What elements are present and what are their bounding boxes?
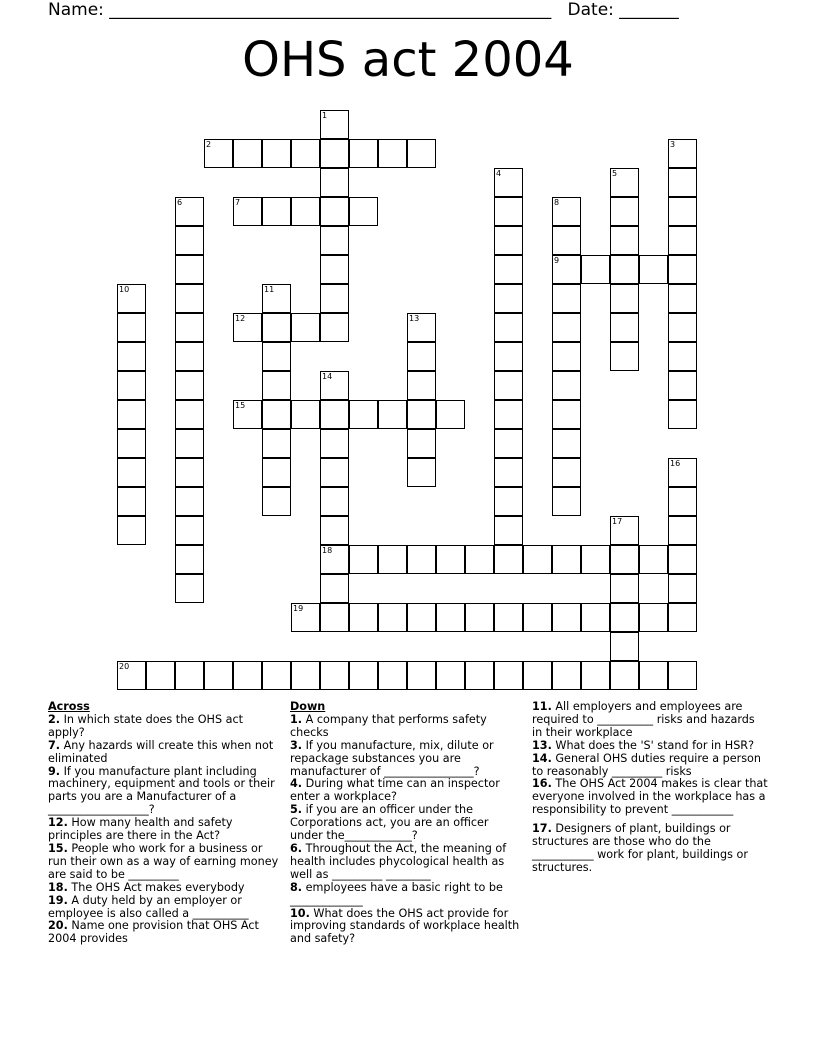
grid-cell[interactable] xyxy=(320,661,349,690)
grid-cell[interactable] xyxy=(494,168,523,197)
grid-cell[interactable] xyxy=(610,284,639,313)
grid-cell[interactable] xyxy=(494,429,523,458)
grid-cell[interactable] xyxy=(494,603,523,632)
cell-number: 14 xyxy=(322,372,333,381)
grid-cell[interactable] xyxy=(175,197,204,226)
grid-cell[interactable] xyxy=(552,603,581,632)
grid-cell[interactable] xyxy=(320,429,349,458)
grid-cell[interactable] xyxy=(349,139,378,168)
grid-cell[interactable] xyxy=(320,139,349,168)
grid-cell[interactable] xyxy=(262,400,291,429)
grid-cell[interactable] xyxy=(407,342,436,371)
clue-across-19: 19. A duty held by an employer or employee is also called a __________ xyxy=(48,893,249,920)
grid-cell[interactable] xyxy=(436,400,465,429)
grid-cell[interactable] xyxy=(175,545,204,574)
cell-number: 7 xyxy=(235,198,241,207)
cell-number: 10 xyxy=(119,285,130,294)
grid-cell[interactable] xyxy=(175,400,204,429)
grid-cell[interactable] xyxy=(552,226,581,255)
clue-down-1: 1. A company that performs safety checks xyxy=(290,712,487,739)
grid-cell[interactable] xyxy=(494,371,523,400)
grid-cell[interactable] xyxy=(175,574,204,603)
grid-cell[interactable] xyxy=(494,342,523,371)
cell-number: 15 xyxy=(235,401,246,410)
grid-cell[interactable] xyxy=(668,400,697,429)
across-heading: Across xyxy=(48,700,90,713)
clue-across-20: 20. Name one provision that OHS Act 2004 provides xyxy=(48,919,259,946)
cell-number: 18 xyxy=(322,546,333,555)
grid-cell[interactable] xyxy=(581,255,610,284)
grid-cell[interactable] xyxy=(320,400,349,429)
grid-cell[interactable] xyxy=(552,661,581,690)
clues-down-column-2 xyxy=(532,701,768,875)
grid-cell[interactable] xyxy=(668,574,697,603)
grid-cell[interactable] xyxy=(175,226,204,255)
grid-cell[interactable] xyxy=(407,429,436,458)
clue-down-16: 16. The OHS Act 2004 makes is clear that everyone involved in the workplace has a responsibility to prevent ___________ xyxy=(532,777,768,817)
grid-cell[interactable] xyxy=(349,400,378,429)
cell-number: 3 xyxy=(670,140,676,149)
grid-cell[interactable] xyxy=(175,313,204,342)
grid-cell[interactable] xyxy=(233,661,262,690)
grid-cell[interactable] xyxy=(233,139,262,168)
grid-cell[interactable] xyxy=(320,516,349,545)
grid-cell[interactable] xyxy=(320,226,349,255)
clue-across-2: 2. In which state does the OHS act apply? xyxy=(48,712,243,739)
grid-cell[interactable] xyxy=(233,313,262,342)
grid-cell[interactable] xyxy=(407,139,436,168)
grid-cell[interactable] xyxy=(320,574,349,603)
grid-cell[interactable] xyxy=(407,400,436,429)
grid-cell[interactable] xyxy=(581,661,610,690)
grid-cell[interactable] xyxy=(494,487,523,516)
grid-cell[interactable] xyxy=(175,342,204,371)
grid-cell[interactable] xyxy=(639,255,668,284)
grid-cell[interactable] xyxy=(349,545,378,574)
grid-cell[interactable] xyxy=(146,661,175,690)
grid-cell[interactable] xyxy=(291,661,320,690)
grid-cell[interactable] xyxy=(552,371,581,400)
grid-cell[interactable] xyxy=(610,632,639,661)
grid-cell[interactable] xyxy=(581,545,610,574)
grid-cell[interactable] xyxy=(668,487,697,516)
grid-cell[interactable] xyxy=(465,661,494,690)
grid-cell[interactable] xyxy=(320,110,349,139)
grid-cell[interactable] xyxy=(117,458,146,487)
grid-cell[interactable] xyxy=(349,661,378,690)
grid-cell[interactable] xyxy=(320,603,349,632)
cell-number: 20 xyxy=(119,662,130,671)
clue-down-4: 4. During what time can an inspector enter a workplace? xyxy=(290,777,500,804)
grid-cell[interactable] xyxy=(552,545,581,574)
page-title: OHS act 2004 xyxy=(242,32,574,88)
grid-cell[interactable] xyxy=(320,255,349,284)
grid-cell[interactable] xyxy=(175,458,204,487)
grid-cell[interactable] xyxy=(378,545,407,574)
grid-cell[interactable] xyxy=(175,429,204,458)
cell-number: 1 xyxy=(322,111,328,120)
grid-cell[interactable] xyxy=(668,139,697,168)
cell-number: 12 xyxy=(235,314,246,323)
grid-cell[interactable] xyxy=(233,400,262,429)
grid-cell[interactable] xyxy=(668,284,697,313)
grid-cell[interactable] xyxy=(494,197,523,226)
grid-cell[interactable] xyxy=(262,197,291,226)
grid-cell[interactable] xyxy=(610,574,639,603)
grid-cell[interactable] xyxy=(494,458,523,487)
grid-cell[interactable] xyxy=(407,661,436,690)
grid-cell[interactable] xyxy=(436,545,465,574)
grid-cell[interactable] xyxy=(291,313,320,342)
clue-across-9: 9. If you manufacture plant including machinery, equipment and tools or their parts you are a Manufacturer of a __________________? xyxy=(48,764,275,817)
grid-cell[interactable] xyxy=(291,400,320,429)
down-heading: Down xyxy=(290,700,326,713)
grid-cell[interactable] xyxy=(494,255,523,284)
grid-cell[interactable] xyxy=(523,661,552,690)
grid-cell[interactable] xyxy=(668,661,697,690)
grid-cell[interactable] xyxy=(668,458,697,487)
grid-cell[interactable] xyxy=(320,371,349,400)
cell-number: 11 xyxy=(264,285,275,294)
grid-cell[interactable] xyxy=(320,545,349,574)
grid-cell[interactable] xyxy=(494,226,523,255)
grid-cell[interactable] xyxy=(407,603,436,632)
grid-cell[interactable] xyxy=(407,545,436,574)
grid-cell[interactable] xyxy=(552,458,581,487)
cell-number: 13 xyxy=(409,314,420,323)
grid-cell[interactable] xyxy=(320,313,349,342)
grid-cell[interactable] xyxy=(668,516,697,545)
grid-cell[interactable] xyxy=(523,545,552,574)
grid-cell[interactable] xyxy=(610,313,639,342)
grid-cell[interactable] xyxy=(320,284,349,313)
grid-cell[interactable] xyxy=(610,255,639,284)
grid-cell[interactable] xyxy=(175,487,204,516)
grid-cell[interactable] xyxy=(552,255,581,284)
grid-cell[interactable] xyxy=(581,603,610,632)
grid-cell[interactable] xyxy=(117,429,146,458)
cell-number: 17 xyxy=(612,517,623,526)
grid-cell[interactable] xyxy=(552,284,581,313)
grid-cell[interactable] xyxy=(262,371,291,400)
grid-cell[interactable] xyxy=(117,661,146,690)
grid-cell[interactable] xyxy=(552,400,581,429)
grid-cell[interactable] xyxy=(668,371,697,400)
grid-cell[interactable] xyxy=(320,168,349,197)
grid-cell[interactable] xyxy=(668,603,697,632)
grid-cell[interactable] xyxy=(262,487,291,516)
clue-across-18: 18. The OHS Act makes everybody xyxy=(48,880,245,894)
clue-down-13: 13. What does the 'S' stand for in HSR? xyxy=(532,738,755,752)
grid-cell[interactable] xyxy=(349,197,378,226)
grid-cell[interactable] xyxy=(175,516,204,545)
cell-number: 2 xyxy=(206,140,212,149)
grid-cell[interactable] xyxy=(610,226,639,255)
clues-across-column xyxy=(48,701,280,946)
grid-cell[interactable] xyxy=(436,661,465,690)
grid-cell[interactable] xyxy=(262,284,291,313)
cell-number: 19 xyxy=(293,604,304,613)
grid-cell[interactable] xyxy=(349,603,378,632)
grid-cell[interactable] xyxy=(117,342,146,371)
grid-cell[interactable] xyxy=(175,255,204,284)
cell-number: 8 xyxy=(554,198,560,207)
clue-down-8: 8. employees have a basic right to be _____________ xyxy=(290,880,503,907)
grid-cell[interactable] xyxy=(610,516,639,545)
grid-cell[interactable] xyxy=(262,661,291,690)
grid-cell[interactable] xyxy=(175,661,204,690)
grid-cell[interactable] xyxy=(233,197,262,226)
grid-cell[interactable] xyxy=(668,255,697,284)
grid-cell[interactable] xyxy=(407,458,436,487)
grid-cell[interactable] xyxy=(117,487,146,516)
grid-cell[interactable] xyxy=(378,603,407,632)
clues-down-column xyxy=(290,701,522,946)
clue-down-14: 14. General OHS duties require a person to reasonably _________ risks xyxy=(532,751,761,778)
grid-cell[interactable] xyxy=(175,284,204,313)
grid-cell[interactable] xyxy=(610,342,639,371)
grid-cell[interactable] xyxy=(117,400,146,429)
grid-cell[interactable] xyxy=(610,197,639,226)
grid-cell[interactable] xyxy=(117,313,146,342)
clue-down-11: 11. All employers and employees are required to __________ risks and hazards in their workplace xyxy=(532,700,755,739)
grid-cell[interactable] xyxy=(668,197,697,226)
grid-cell[interactable] xyxy=(610,661,639,690)
clue-down-6: 6. Throughout the Act, the meaning of health includes phycological health as well as _________ ________ xyxy=(290,841,507,881)
grid-cell[interactable] xyxy=(523,603,552,632)
grid-cell[interactable] xyxy=(320,487,349,516)
grid-cell[interactable] xyxy=(668,313,697,342)
grid-cell[interactable] xyxy=(117,516,146,545)
grid-cell[interactable] xyxy=(204,139,233,168)
grid-cell[interactable] xyxy=(639,661,668,690)
grid-cell[interactable] xyxy=(378,400,407,429)
grid-cell[interactable] xyxy=(320,458,349,487)
grid-cell[interactable] xyxy=(407,371,436,400)
grid-cell[interactable] xyxy=(262,458,291,487)
cell-number: 6 xyxy=(177,198,183,207)
grid-cell[interactable] xyxy=(610,603,639,632)
grid-cell[interactable] xyxy=(262,139,291,168)
clue-down-17: 17. Designers of plant, buildings or structures are those who do the ___________ work for plant, buildings or structures. xyxy=(532,822,748,874)
grid-cell[interactable] xyxy=(494,284,523,313)
grid-cell[interactable] xyxy=(378,661,407,690)
name-label: Name: ____________________________________________________ xyxy=(48,0,552,20)
grid-cell[interactable] xyxy=(494,313,523,342)
grid-cell[interactable] xyxy=(552,342,581,371)
clue-down-3: 3. If you manufacture, mix, dilute or repackage substances you are manufacturer of ________________? xyxy=(290,738,494,778)
grid-cell[interactable] xyxy=(494,661,523,690)
grid-cell[interactable] xyxy=(291,197,320,226)
clue-down-5: 5. if you are an officer under the Corporations act, you are an officer under the____________? xyxy=(290,803,489,843)
grid-cell[interactable] xyxy=(291,139,320,168)
cell-number: 9 xyxy=(554,256,560,265)
grid-cell[interactable] xyxy=(552,197,581,226)
grid-cell[interactable] xyxy=(668,168,697,197)
grid-cell[interactable] xyxy=(610,168,639,197)
grid-cell[interactable] xyxy=(668,545,697,574)
grid-cell[interactable] xyxy=(204,661,233,690)
grid-cell[interactable] xyxy=(552,487,581,516)
grid-cell[interactable] xyxy=(320,197,349,226)
cell-number: 16 xyxy=(670,459,681,468)
cell-number: 4 xyxy=(496,169,502,178)
grid-cell[interactable] xyxy=(552,313,581,342)
grid-cell[interactable] xyxy=(117,371,146,400)
grid-cell[interactable] xyxy=(262,313,291,342)
grid-cell[interactable] xyxy=(465,603,494,632)
grid-cell[interactable] xyxy=(668,342,697,371)
grid-cell[interactable] xyxy=(639,545,668,574)
cell-number: 5 xyxy=(612,169,618,178)
grid-cell[interactable] xyxy=(668,226,697,255)
grid-cell[interactable] xyxy=(378,139,407,168)
clue-across-12: 12. How many health and safety principles are there in the Act? xyxy=(48,816,233,843)
grid-cell[interactable] xyxy=(262,342,291,371)
grid-cell[interactable] xyxy=(610,545,639,574)
clue-across-15: 15. People who work for a business or run their own as a way of earning money are said to be _________ xyxy=(48,841,279,881)
clue-down-10: 10. What does the OHS act provide for improving standards of workplace health and safety? xyxy=(290,906,520,946)
grid-cell[interactable] xyxy=(262,429,291,458)
grid-cell[interactable] xyxy=(465,545,494,574)
grid-cell[interactable] xyxy=(407,313,436,342)
grid-cell[interactable] xyxy=(552,429,581,458)
grid-cell[interactable] xyxy=(291,603,320,632)
grid-cell[interactable] xyxy=(117,284,146,313)
grid-cell[interactable] xyxy=(494,545,523,574)
date-label: Date: _______ xyxy=(567,0,679,20)
grid-cell[interactable] xyxy=(494,400,523,429)
grid-cell[interactable] xyxy=(436,603,465,632)
grid-cell[interactable] xyxy=(639,603,668,632)
grid-cell[interactable] xyxy=(175,371,204,400)
clue-across-7: 7. Any hazards will create this when not eliminated xyxy=(48,738,274,765)
grid-cell[interactable] xyxy=(494,516,523,545)
